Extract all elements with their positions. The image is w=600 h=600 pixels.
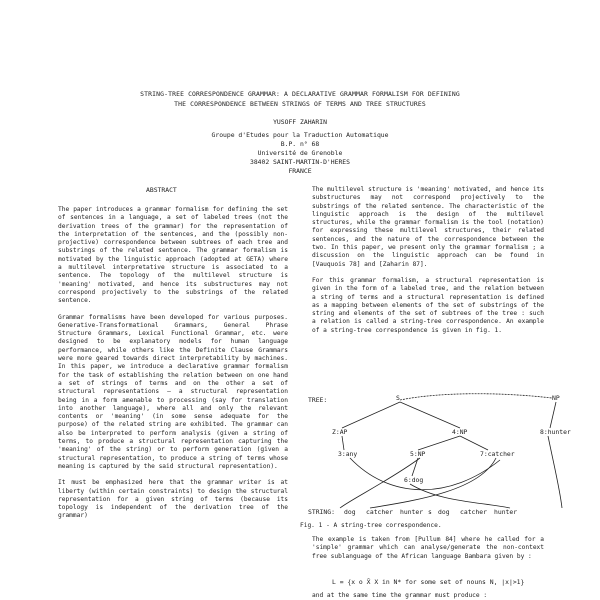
node-np: NP (552, 394, 560, 402)
string-label: STRING: (308, 508, 335, 516)
affiliation-line: Groupe d'Etudes pour la Traduction Automatique (211, 131, 389, 139)
right-column (312, 186, 544, 343)
left-column (58, 206, 288, 529)
edge (342, 402, 400, 428)
string-word: hunter (494, 508, 518, 516)
right-paragraph-1: The multilevel structure is 'meaning' motivated, and hence its substructures may not correspond projectively to the substrings of the related sentence. The characteristic of the linguistic approach is the design of the multilevel structures, while the grammar formalism is the tool (notation) for expressing these multilevel structures, their related sentences, and the nature of the correspondence between the two. In this paper, we present only the grammar formalism ; a discussion on the linguistic approach can be found in [Vauquois 78] and [Zaharin 87]. (312, 186, 544, 268)
intro-paragraph: Grammar formalisms have been developed for various purposes. Generative-Transformational Grammars, General Phrase Structure Grammars, Lexical Functional Grammar, etc. were designed to be explanatory models for human language performance, while others like the Definite Clause Grammars were more geared towards direct interpretability by machines. In this paper, we introduce a declarative grammar formalism for the task of establishing the relation between on one hand a set of strings of terms and on the other a set of structural representations – a structural representation being in a form amenable to processing (say for translation into another language), where all and only the relevant contents or 'meaning' (in some sense adequate for the purpose) of the related string are exhibited. The grammar can also be interpreted to perform analysis (given a string of terms, to produce a structural representation capturing the 'meaning' of the string) or to perform generation (given a structural representation, to produce a string of terms whose meaning is captured by the said structural representation). (58, 313, 288, 470)
node-4np: 4:NP (452, 428, 468, 436)
title-line-1: STRING-TREE CORRESPONDENCE GRAMMAR: A DECLARATIVE GRAMMAR FORMALISM FOR DEFINING (140, 90, 460, 98)
language-formula: L = {x o X̄ X in N* for some set of nouns N, |x|>1} (332, 578, 525, 586)
abstract-paragraph: The paper introduces a grammar formalism for defining the set of sentences in a language, a set of labeled trees (not the derivation trees of the grammar) for the representation of the interpretation of the sentences, and the (possibly non-projective) correspondence between subtrees of each tree and substrings of the related sentence. The grammar formalism is motivated by the linguistic approach (adopted at GETA) where a multilevel interpretative structure is associated to a sentence. The topology of the multilevel structure is 'meaning' motivated, and hence its substructures may not correspond projectively to the substrings of the related sentence. (58, 206, 288, 305)
edge (460, 436, 488, 450)
affiliation-line: FRANCE (288, 167, 312, 175)
string-word: hunter (400, 508, 424, 516)
string-word: catcher (366, 508, 393, 516)
node-any: 3:any (338, 450, 358, 458)
string-word: dog (344, 508, 356, 516)
paper-title (60, 89, 540, 109)
title-line-2: THE CORRESPONDENCE BETWEEN STRINGS OF TERMS AND TREE STRUCTURES (174, 100, 426, 108)
affiliation-line: Université de Grenoble (257, 149, 343, 157)
affiliation-line: B.P. n° 68 (280, 140, 320, 148)
tree-edges (340, 394, 562, 508)
correspondence-arc (350, 458, 500, 490)
correspondence-arc (548, 436, 562, 508)
node-zap: Z:AP (332, 428, 348, 436)
tree-label: TREE: (308, 396, 328, 404)
string-word: dog (438, 508, 450, 516)
right-paragraph-2: For this grammar formalism, a structural representation is given in the form of a labeled tree, and the relation between a string of terms and a structural representation is defined as a mapping between elements of the set of substrings of the string and elements of the set of subtrees of the tree : such a relation is called a string-tree correspondence. An example of a string-tree correspondence is given in fig. 1. (312, 276, 544, 334)
edge (342, 436, 344, 450)
node-s: S (396, 394, 400, 402)
figure-caption: Fig. 1 - A string-tree correspondence. (300, 522, 442, 529)
author-block (150, 118, 450, 176)
edge (412, 458, 418, 476)
correspondence-arc (370, 458, 496, 508)
author-name: YUSOFF ZAHARIN (273, 118, 327, 126)
edge-link (400, 394, 552, 400)
correspondence-arc (410, 484, 510, 508)
node-hunter: 8:hunter (540, 428, 571, 436)
example-paragraph: The example is taken from [Pullum 84] where he called for a 'simple' grammar which can analyse/generate the non-context free sublanguage of the African language Bambara given by : (312, 536, 544, 560)
edge (418, 436, 460, 450)
tail-paragraph: and at the same time the grammar must produce : (312, 592, 488, 599)
node-catcher: 7:catcher (480, 450, 515, 458)
string-word: catcher (460, 508, 487, 516)
edge (400, 402, 460, 428)
node-5np: 5:NP (410, 450, 426, 458)
emphasis-paragraph: It must be emphasized here that the grammar writer is at liberty (within certain constraints) to design the structural representation for a given string of terms (because its topology is independent of the derivation tree of the grammar) (58, 479, 288, 520)
right-column-bottom (312, 536, 544, 575)
string-word: s (428, 508, 432, 516)
edge (550, 402, 556, 428)
affiliation-line: 38402 SAINT-MARTIN-D'HERES (249, 158, 351, 166)
node-dog: 6:dog (404, 476, 424, 484)
figure-1 (300, 390, 580, 522)
abstract-heading: ABSTRACT (146, 186, 177, 194)
right-column-tail (312, 592, 544, 600)
string-tree-diagram (300, 390, 580, 522)
